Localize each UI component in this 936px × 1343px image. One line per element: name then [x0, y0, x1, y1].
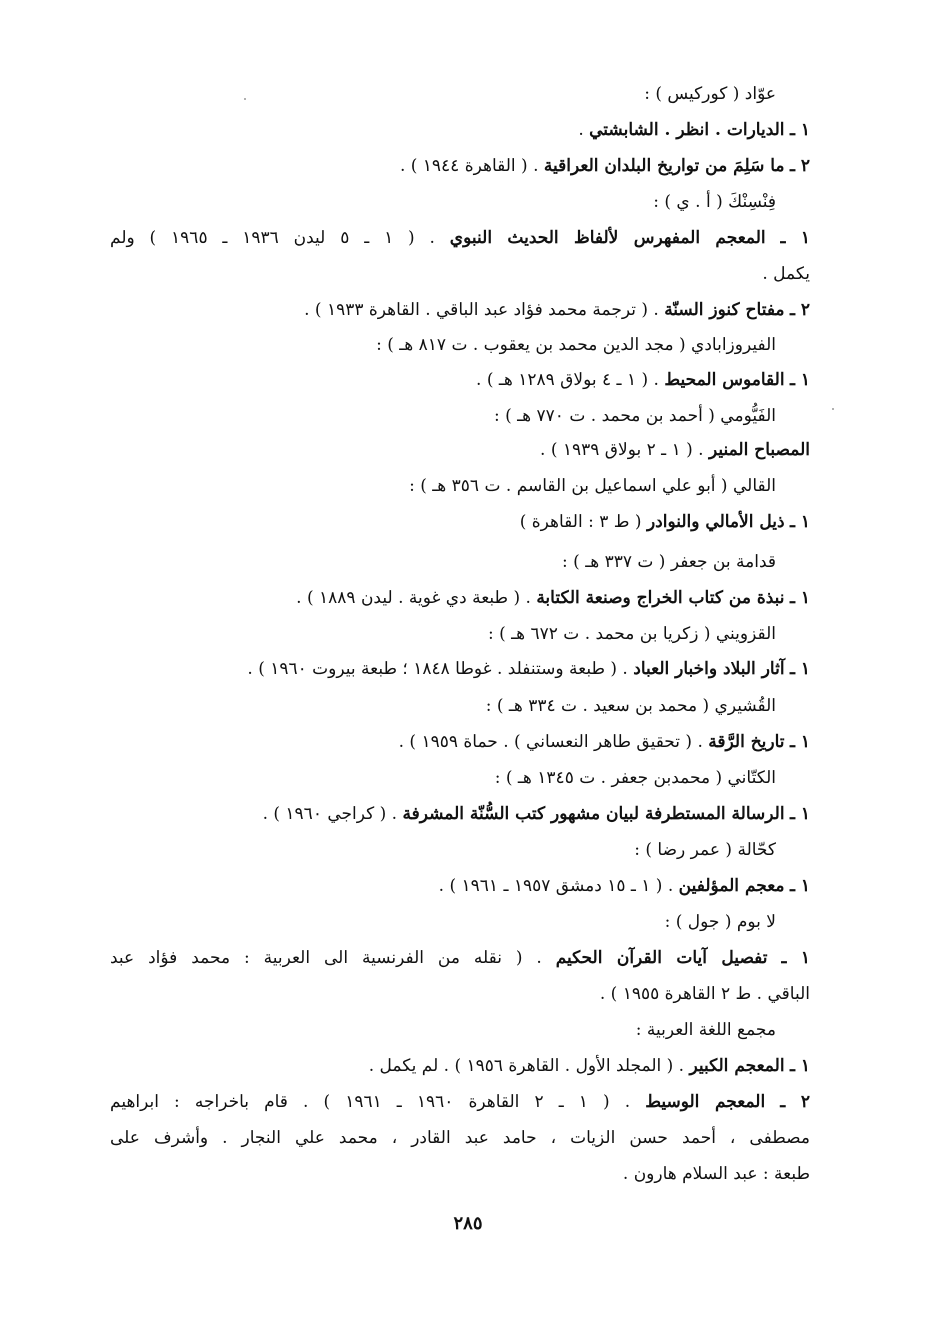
author-heading: الكتّاني ( محمدبن جعفر . ت ١٣٤٥ هـ ) :: [494, 768, 776, 788]
entry-number: ١ ـ: [789, 732, 810, 752]
entry-title: المصباح المنير: [708, 440, 810, 460]
bibliography-entry: [110, 940, 810, 976]
entry-number: ١ ـ: [789, 512, 810, 532]
entry-details: . ( ترجمة محمد فؤاد عبد الباقي . القاهرة ١٩٣٣ ) .: [304, 300, 665, 320]
entry-title: الرسالة المستطرفة لبيان مشهور كتب السُّنّة المشرفة: [402, 804, 785, 824]
entry-number: ٢ ـ: [789, 156, 810, 176]
entry-details: . ( طبعة دي غوية . ليدن ١٨٨٩ ) .: [296, 588, 537, 608]
bibliography-entry: [110, 362, 810, 398]
entry-details: . ( كراجي ١٩٦٠ ) .: [262, 804, 403, 824]
entry-details: . ( ١ ـ ١٥ دمشق ١٩٥٧ ـ ١٩٦١ ) .: [438, 876, 679, 896]
entry-details: . ( ١ ـ ٤ بولاق ١٢٨٩ هـ ) .: [476, 370, 665, 390]
entry-number: ١ ـ: [789, 659, 810, 679]
entry-title: تاريخ الرَّقة: [708, 732, 785, 752]
bibliography-entry: [110, 220, 810, 256]
entry-number: ١ ـ: [789, 370, 810, 390]
entry-number: ٢ ـ: [789, 300, 810, 320]
entry-number: ١ ـ: [789, 804, 810, 824]
bibliography-entry: [110, 651, 810, 687]
entry-number: ١ ـ: [781, 948, 810, 968]
author-heading: قدامة بن جعفر ( ت ٣٣٧ هـ ) :: [562, 552, 776, 572]
entry-number: ١ ـ: [789, 588, 810, 608]
entry-number: ١ ـ: [780, 228, 810, 248]
entry-details: . ( ١ ـ ٥ ليدن ١٩٣٦ ـ ١٩٦٥ ) ولم: [110, 228, 450, 248]
entry-details: ( ط ٣ : القاهرة ): [519, 512, 647, 532]
entry-title: ما سَلِمَ من تواريخ البلدان العراقية: [543, 156, 785, 176]
entry-details: . ( طبعة وستنفلد . غوطا ١٨٤٨ ؛ طبعة بيروت ١٩٦٠ ) .: [247, 659, 634, 679]
entry-number: ٢ ـ: [780, 1092, 810, 1112]
bibliography-entry: [110, 580, 810, 616]
bibliography-entry: [110, 868, 810, 904]
author-heading: مجمع اللغة العربية :: [635, 1020, 776, 1040]
bibliography-entry: [110, 292, 810, 328]
entry-continuation: يكمل .: [762, 264, 810, 284]
entry-title: نبذة من كتاب الخراج وصنعة الكتابة: [536, 588, 785, 608]
author-heading: الفَيُّومي ( أحمد بن محمد . ت ٧٧٠ هـ ) :: [494, 406, 776, 426]
entry-title: المعجم الوسيط: [645, 1092, 766, 1112]
entry-details: . ( نقله من الفرنسية الى العربية : محمد فؤاد عبد: [110, 948, 556, 968]
bibliography-entry: [110, 724, 810, 760]
bibliography-entry: [110, 432, 810, 468]
bibliography-entry: [110, 148, 810, 184]
page-number: ٢٨٥: [453, 1213, 483, 1234]
entry-details: . ( القاهرة ١٩٤٤ ) .: [399, 156, 544, 176]
entry-continuation: مصطفى ، أحمد حسن الزيات ، حامد عبد القادر ، محمد علي النجار . وأشرف على: [110, 1128, 810, 1148]
entry-details: . ( ١ ـ ٢ بولاق ١٩٣٩ ) .: [540, 440, 709, 460]
entry-details: . ( تحقيق طاهر النعساني ) . حماة ١٩٥٩ ) .: [398, 732, 709, 752]
entry-title: الديارات . انظر . الشابشتي: [589, 120, 785, 140]
entry-title: المعجم المفهرس لألفاظ الحديث النبوي: [449, 228, 766, 248]
author-heading: لا بوم ( جول ) :: [664, 912, 776, 932]
author-heading: القُشيري ( محمد بن سعيد . ت ٣٣٤ هـ ) :: [485, 696, 776, 716]
author-heading: فِنْسِنْكَ ( أ . ي ) :: [653, 192, 776, 212]
entry-details: . ( ١ ـ ٢ القاهرة ١٩٦٠ ـ ١٩٦١ ) . قام باخراجه : ابراهيم: [110, 1092, 646, 1112]
author-heading: الفيروزابادي ( مجد الدين محمد بن يعقوب . ت ٨١٧ هـ ) :: [376, 335, 776, 355]
bibliography-entry: [110, 1084, 810, 1120]
entry-continuation: طبعة : عبد السلام هارون .: [622, 1164, 810, 1184]
entry-number: ١ ـ: [789, 120, 810, 140]
author-heading: القزويني ( زكريا بن محمد . ت ٦٧٢ هـ ) :: [487, 624, 776, 644]
scan-speck: [832, 408, 834, 410]
author-heading: القالي ( أبو علي اسماعيل بن القاسم . ت ٣٥٦ هـ ) :: [409, 476, 776, 496]
entry-title: المعجم الكبير: [689, 1056, 785, 1076]
bibliography-entry: [110, 504, 810, 540]
entry-title: ذيل الأمالي والنوادر: [646, 512, 785, 532]
entry-number: ١ ـ: [789, 876, 810, 896]
bibliography-entry: [110, 1048, 810, 1084]
entry-title: القاموس المحيط: [664, 370, 785, 390]
author-heading: عوّاد ( كوركيس ) :: [644, 84, 776, 104]
entry-title: معجم المؤلفين: [678, 876, 785, 896]
entry-title: مفتاح كنوز السنّة: [664, 300, 785, 320]
entry-continuation: الباقي . ط ٢ القاهرة ١٩٥٥ ) .: [599, 984, 810, 1004]
entry-title: آثار البلاد واخبار العباد: [633, 659, 785, 679]
scan-speck: [244, 98, 246, 100]
bibliography-entry: [110, 112, 810, 148]
author-heading: كحّالة ( عمر رضا ) :: [634, 840, 776, 860]
entry-title: تفصيل آيات القرآن الحكيم: [555, 948, 768, 968]
entry-details: . ( المجلد الأول . القاهرة ١٩٥٦ ) . لم يكمل .: [368, 1056, 690, 1076]
entry-number: ١ ـ: [789, 1056, 810, 1076]
bibliography-entry: [110, 796, 810, 832]
entry-details: .: [578, 120, 590, 140]
